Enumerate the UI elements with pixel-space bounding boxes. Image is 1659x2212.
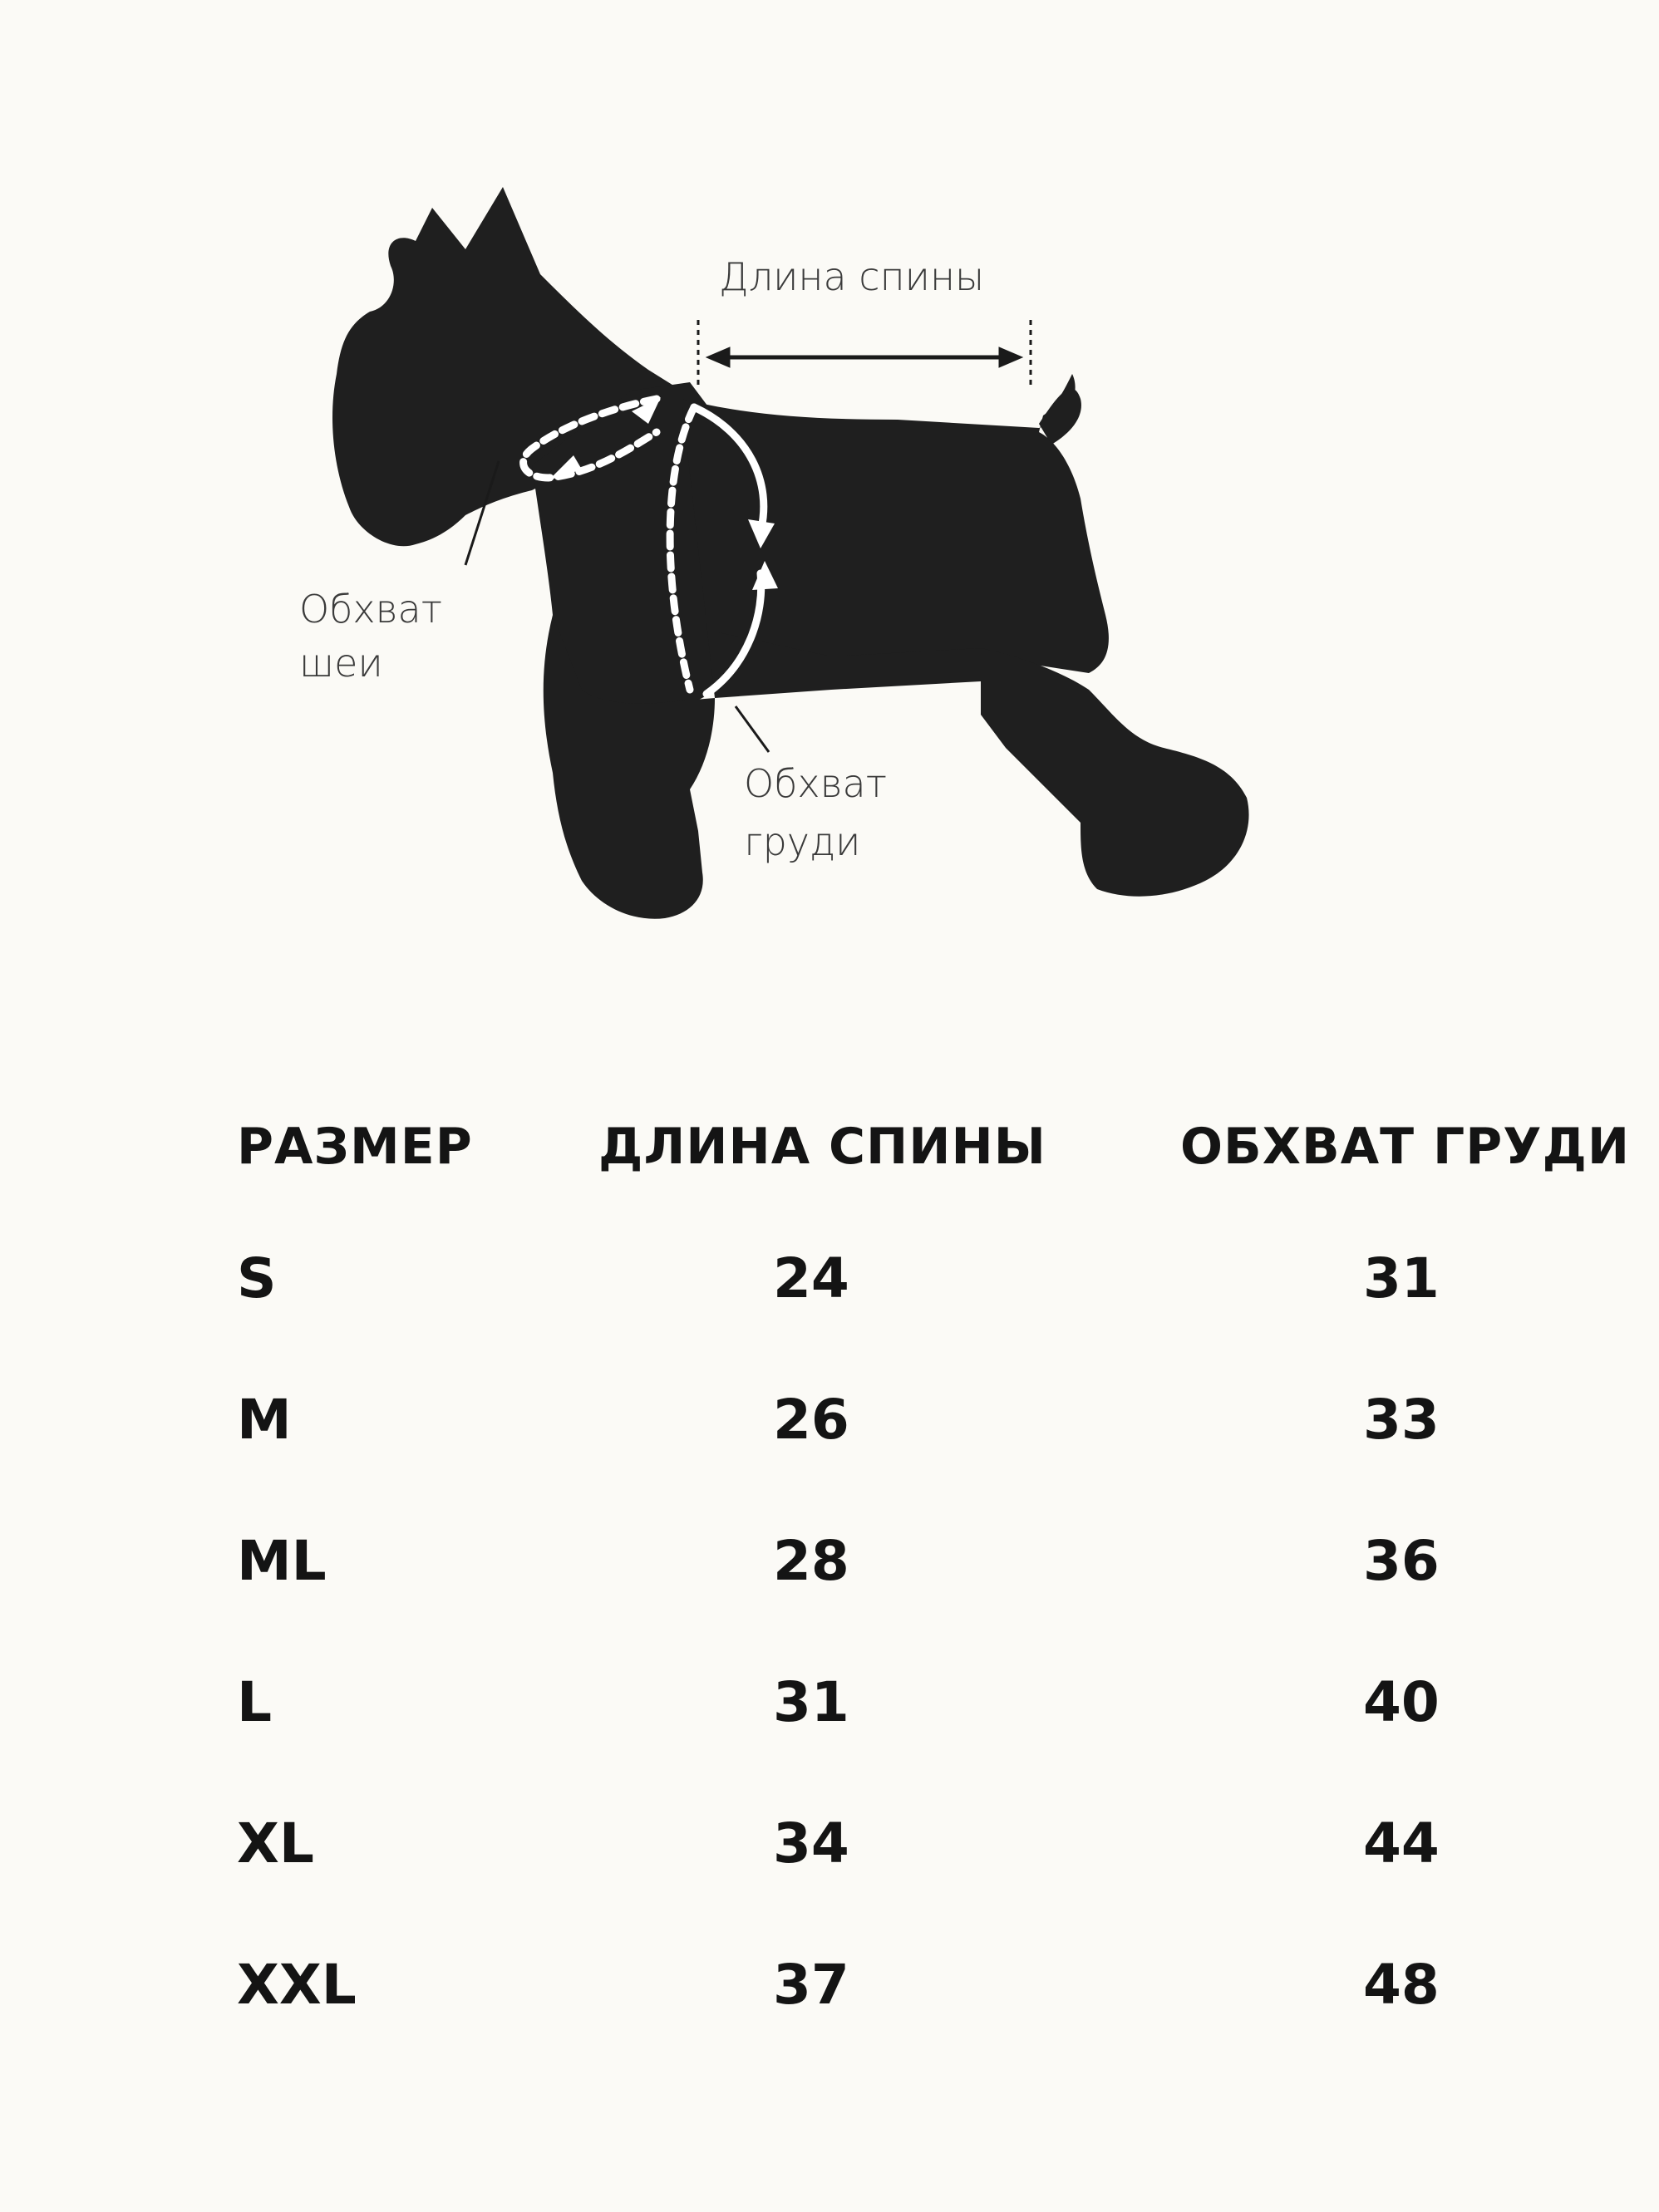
table-row	[0, 1246, 1659, 1321]
cell-back-length: 31	[773, 1670, 849, 1734]
cell-chest: 36	[1363, 1529, 1440, 1593]
cell-size: L	[237, 1670, 273, 1734]
chest-girth-label-line2: груди	[744, 819, 861, 864]
cell-chest: 31	[1363, 1246, 1440, 1310]
cell-chest: 44	[1363, 1811, 1440, 1875]
chest-girth-label-line1: Обхват	[744, 761, 887, 806]
cell-chest: 33	[1363, 1388, 1440, 1452]
cell-size: XL	[237, 1811, 314, 1875]
cell-size: S	[237, 1246, 277, 1310]
table-row	[0, 1670, 1659, 1745]
table-row	[0, 1811, 1659, 1886]
table-row	[0, 1953, 1659, 2028]
cell-back-length: 37	[773, 1953, 849, 2017]
cell-size: ML	[237, 1529, 327, 1593]
header-size: РАЗМЕР	[237, 1118, 473, 1176]
table-row	[0, 1529, 1659, 1604]
cell-size: M	[237, 1388, 292, 1452]
dog-hind-legs	[981, 648, 1249, 897]
cell-back-length: 28	[773, 1529, 849, 1593]
cell-size: XXL	[237, 1953, 357, 2017]
header-chest: ОБХВАТ ГРУДИ	[1180, 1118, 1631, 1176]
cell-back-length: 24	[773, 1246, 849, 1310]
cell-chest: 48	[1363, 1953, 1440, 2017]
cell-back-length: 26	[773, 1388, 849, 1452]
cell-back-length: 34	[773, 1811, 849, 1875]
back-length-label: Длина спины	[719, 254, 985, 299]
table-row	[0, 1388, 1659, 1462]
neck-girth-label-line2: шеи	[299, 641, 383, 686]
cell-chest: 40	[1363, 1670, 1440, 1734]
measurement-diagram	[0, 0, 1659, 981]
header-back-length: ДЛИНА СПИНЫ	[598, 1118, 1046, 1176]
neck-girth-label-line1: Обхват	[299, 587, 442, 632]
